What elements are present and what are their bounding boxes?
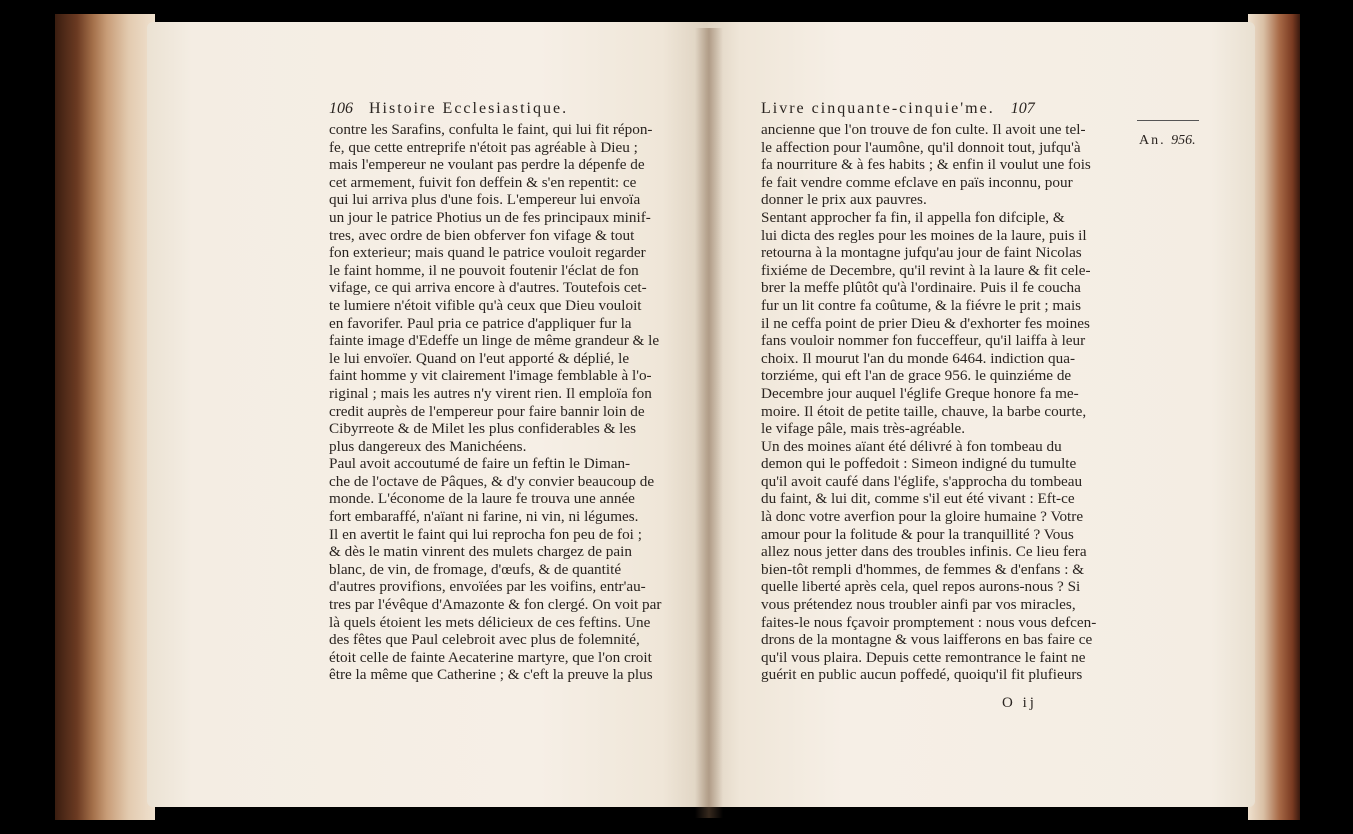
left-running-head: Histoire Ecclesiastique. (369, 100, 569, 117)
text-line: Un des moines aïant été délivré à fon tombeau du (761, 437, 1062, 455)
text-line: guérit en public aucun poffedé, quoiqu'il fit plufieurs (761, 666, 1083, 684)
text-line: tres, avec ordre de bien obferver fon vifage & tout (329, 226, 635, 244)
text-line: fort embaraffé, n'aïant ni farine, ni vin, ni légumes. (329, 508, 639, 526)
margin-rule (1137, 120, 1199, 121)
text-line: il ne ceffa point de prier Dieu & d'exhorter fes moines (761, 314, 1090, 332)
text-line: être la même que Catherine ; & c'eft la preuve la plus (329, 666, 653, 684)
text-line: fe fait vendre comme efclave en païs inconnu, pour (761, 173, 1073, 191)
text-line: fe, que cette entreprife n'étoit pas agréable à Dieu ; (329, 138, 638, 156)
text-line: plus dangereux des Manichéens. (329, 437, 527, 455)
open-book (55, 14, 1300, 820)
text-line: credit auprès de l'empereur pour faire bannir loin de (329, 402, 645, 420)
text-line: contre les Sarafins, confulta le faint, qui lui fit répon- (329, 121, 653, 138)
text-line: blanc, de vin, de fromage, d'œufs, & de quantité (329, 560, 622, 578)
text-line: lui dicta des regles pour les moines de la laure, puis il (761, 226, 1087, 244)
book-gutter (695, 28, 723, 818)
text-line: riginal ; mais les autres n'y virent rien. Il emploïa fon (329, 384, 652, 402)
text-line: mais l'empereur ne voulant pas perdre la dépenfe de (329, 156, 645, 174)
right-running-head: Livre cinquante-cinquie'me. (761, 100, 995, 117)
text-line: en favorifer. Paul pria ce patrice d'appliquer fur la (329, 314, 632, 332)
text-line: Sentant approcher fa fin, il appella fon difciple, & (761, 208, 1065, 226)
margin-note (1139, 133, 1196, 149)
right-page-number: 107 (1010, 100, 1035, 117)
text-line: vous prétendez nous troubler ainfi par vos miracles, (761, 596, 1076, 614)
text-line: qui lui arriva plus d'une fois. L'empereur lui envoïa (329, 191, 641, 209)
text-line: allez nous jetter dans des troubles infinis. Ce lieu fera (761, 543, 1087, 561)
text-line: faint homme y vit clairement l'image femblable à l'o- (329, 367, 652, 385)
right-page-body (761, 121, 1129, 684)
right-page-edges (1248, 14, 1300, 820)
text-line: des fêtes que Paul celebroit avec plus de folemnité, (329, 631, 640, 649)
text-line: fans vouloir nommer fon fucceffeur, qu'il laiffa à leur (761, 332, 1086, 350)
text-line: monde. L'économe de la laure fe trouva une année (329, 490, 635, 508)
margin-note-label: An. (1139, 133, 1166, 148)
text-line: d'autres provifions, envoïées par les voifins, entr'au- (329, 578, 646, 596)
left-running-header (329, 98, 669, 120)
text-line: du faint, & lui dit, comme s'il eut été vivant : Eft-ce (761, 490, 1075, 508)
text-line: cet armement, fuivit fon deffein & s'en repentit: ce (329, 173, 637, 191)
text-line: drons de la montagne & vous laifferons en bas faire ce (761, 631, 1093, 649)
text-line: Cibyrreote & de Milet les plus confiderables & les (329, 420, 637, 438)
left-page-edges (55, 14, 155, 820)
text-line: donner le prix aux pauvres. (761, 191, 927, 209)
text-line: fur un lit contre fa coûtume, & la fiévre le prit ; mais (761, 296, 1082, 314)
text-line: fa nourriture & à fes habits ; & enfin il voulut une fois (761, 156, 1091, 174)
text-line: che de l'octave de Pâques, & d'y convier beaucoup de (329, 472, 655, 490)
text-line: là quels étoient les mets délicieux de ces feftins. Une (329, 613, 651, 631)
text-line: le affection pour l'aumône, qu'il donnoit tout, jufqu'à (761, 138, 1081, 156)
text-line: Il en avertit le faint qui lui reprocha fon peu de foi ; (329, 525, 642, 543)
text-line: ancienne que l'on trouve de fon culte. Il avoit une tel- (761, 121, 1086, 138)
text-line: brer la meffe plûtôt qu'à l'ordinaire. Puis il fe coucha (761, 279, 1081, 297)
text-line: tres par l'évêque d'Amazonte & fon clergé. On voit par (329, 596, 662, 614)
text-line: te lumiere n'étoit vifible qu'à ceux que Dieu vouloit (329, 296, 642, 314)
text-line: un jour le patrice Photius un de fes principaux minif- (329, 208, 651, 226)
text-line: quelle liberté après cela, quel repos aurons-nous ? Si (761, 578, 1081, 596)
text-line: là donc votre averfion pour la gloire humaine ? Votre (761, 508, 1084, 526)
right-page (707, 22, 1255, 807)
text-line: choix. Il mourut l'an du monde 6464. indiction qua- (761, 349, 1076, 367)
signature-mark: O ij (1002, 695, 1037, 711)
left-page-body (329, 121, 684, 684)
text-line: qu'il vous plaira. Depuis cette remontrance le faint ne (761, 648, 1086, 666)
text-line: le vifage pâle, mais très-agréable. (761, 420, 966, 438)
text-line: moire. Il étoit de petite taille, chauve, la barbe courte, (761, 402, 1087, 420)
text-line: Paul avoit accoutumé de faire un feftin le Diman- (329, 455, 631, 473)
text-line: étoit celle de fainte Aecaterine martyre, que l'on croit (329, 648, 652, 666)
margin-note-year: 956. (1171, 133, 1196, 148)
text-line: fainte image d'Edeffe un linge de même grandeur & le (329, 332, 660, 350)
text-line: faites-le nous fçavoir promptement : nous vous defcen- (761, 613, 1097, 631)
text-line: retourna à la montagne jufqu'au jour de faint Nicolas (761, 244, 1082, 262)
text-line: & dès le matin vinrent des mulets chargez de pain (329, 543, 632, 561)
text-line: fon exterieur; mais quand le patrice vouloit regarder (329, 244, 646, 262)
text-line: demon qui le poffedoit : Simeon indigné du tumulte (761, 455, 1077, 473)
text-line: amour pour la folitude & pour la tranquillité ? Vous (761, 525, 1074, 543)
text-line: le lui envoïer. Quand on l'eut apporté & déplié, le (329, 349, 630, 367)
left-page (147, 22, 707, 807)
text-line: Decembre jour auquel l'églife Greque honore fa me- (761, 384, 1079, 402)
text-line: qu'il avoit caufé dans l'églife, s'approcha du tombeau (761, 472, 1083, 490)
text-line: le faint homme, il ne pouvoit foutenir l'éclat de fon (329, 261, 639, 279)
text-line: bien-tôt rempli d'hommes, de femmes & d'enfans : & (761, 560, 1085, 578)
text-line: vifage, ce qui arriva encore à d'autres. Toutefois cet- (329, 279, 647, 297)
text-line: torziéme, qui eft l'an de grace 956. le quinziéme de (761, 367, 1072, 385)
right-running-header (761, 98, 1131, 120)
text-line: fixiéme de Decembre, qu'il revint à la laure & fit cele- (761, 261, 1091, 279)
left-page-number: 106 (329, 100, 353, 117)
